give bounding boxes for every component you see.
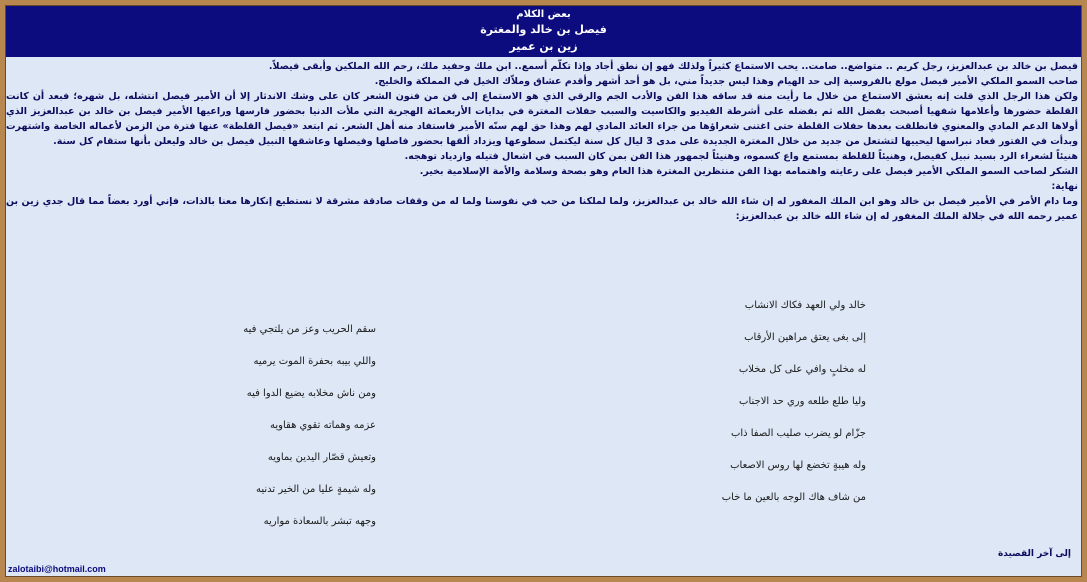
poem-verse: له مخلبٍ وافي على كل مخلاب — [738, 364, 866, 375]
poem-verse: وتعيش قصّار اليدين بماويه — [267, 452, 376, 463]
section-title: بعض الكلام — [516, 9, 571, 20]
poem-verse: من شاف هاك الوجه بالعين ما خاب — [721, 492, 866, 503]
article-body — [6, 59, 1083, 224]
article-title: فيصل بن خالد والمغترة — [480, 23, 607, 36]
author-email-link[interactable]: zalotaibi@hotmail.com — [8, 564, 106, 574]
poem-verse: جزّام لو يضرب صليب الصفا ذاب — [730, 428, 866, 439]
paragraph: هنيئاً لشعراء الرد بسيد نبيل كفيصل، وهنيئاً للقلطة بمستمع واع كسموه، وهنيئاً لجمهور هذا الفن بمن كان السبب في اشعال فتيله وازدياد توهجه. — [404, 151, 1078, 162]
poem-verse: وله شيمةٍ عليا من الخير تدنيه — [256, 484, 376, 495]
poem-verse: خالد ولي العهد فكاك الانشاب — [744, 300, 866, 311]
poem-verse: وله هيبةٍ تخضع لها روس الاصعاب — [730, 460, 866, 471]
poem-ending-note: إلى آخر القصيدة — [997, 549, 1071, 559]
paragraph: صاحب السمو الملكي الأمير فيصل مولع بالفروسية إلى حد الهيام وهذا ليس جديداً مني، بل هو أحد أشهر وأقدم عشاق وملاّك الخيل في المملكة والخليج. — [374, 76, 1078, 87]
paragraph: ولكن هذا الرجل الذي قلت إنه يعشق الاستماع من خلال ما رأيت منه قد ساقه هذا الفن والأدب الجم والرقي الذي هو الاستماع إلى فن من فنون الشعر كان على وشك الاندثار إلا أن الأمير فيصل انتشله، بل شهره؛ فبعد أن كانت القلطة حضورها وأعلامها شفهيا أصبحت بفضل الله ثم بفضله على أشرطة الفيديو والكاسيت والسبب حفلات المغترة في بدايات الأربعمائة الهجرية التي ملأت الدنيا بحضور فارسها وراعيها الأمير فيصل بن خالد بن عبدالعزيز الذي أولاها الدعم المادي والمعنوي فانطلقت بعدها حفلات القلطة حتى اغتنى شعراؤها من جراء العائد المادي لهم وهذا حق لهم سنّه الأمير فاستفاد منه أهل الشعر. ثم ابتعد «فيصل القلطة» عنها فترة من الزمن لأعماله الخاصة واشتهرت وبدأت في الفتور فعاد نبراسها ليحييها لتشتعل من جديد من خلال المغترة الجديدة على مدى 3 ليال كل سنة ليكتمل سطوعها ويزداد ألقها بحضور فاصلها وفيصلها وعاشقها النبيل فيصل بن خالد وليعلن بأنها ستقام كل سنة. — [6, 91, 1078, 147]
poem-verse: عزمه وهماته تقوي هقاويه — [269, 420, 376, 431]
author-name: زين بن عمير — [509, 40, 578, 53]
paragraph: وما دام الأمر في الأمير فيصل بن خالد وهو ابن الملك المغفور له إن شاء الله خالد بن عبدالعزيز، ولما لملكنا من حب في نفوسنا ولما له من وقفات صادقة مشرقة لا نستطيع إنكارها معنا بالذات، فإني أورد بعضاً مما قال جدي زين بن عمير رحمه الله في جلالة الملك المغفور له إن شاء الله خالد بن عبدالعزيز: — [6, 196, 1078, 222]
page-frame — [5, 5, 1082, 577]
poem-verse: وليا طلع طلعه وري حد الاجناب — [739, 396, 866, 407]
paragraph: الشكر لصاحب السمو الملكي الأمير فيصل على رعايته واهتمامه بهذا الفن منتظرين المغترة هذا العام وهو بصحة وسلامة والأمة الإسلامية بخير. — [419, 166, 1078, 177]
poem-second-hemistichs — [216, 300, 376, 540]
poem-first-hemistichs — [706, 300, 866, 520]
paragraph: فيصل بن خالد بن عبدالعزيز، رجل كريم .. متواضع.. صامت.. يحب الاستماع كثيراً ولذلك فهو إن نطق أجاد وإذا تكلّم أسمع.. ابن ملك وحفيد ملك، رحم الله الملكين وأبقى فيصلاً. — [268, 61, 1078, 72]
poem-verse: وجهه تبشر بالسعادة مواريه — [263, 516, 376, 527]
paragraph-heading: نهاية: — [1051, 181, 1078, 192]
poem-verse: سقم الحريب وعز من يلتجي فيه — [243, 324, 376, 335]
article-header — [6, 6, 1081, 57]
poem-verse: ومن ناش مخلابه يضيع الدوا فيه — [246, 388, 376, 399]
poem-verse: إلى بغى يعتق مراهين الأرقاب — [744, 332, 866, 343]
poem-verse: واللي بيبه بحفرة الموت يرميه — [253, 356, 376, 367]
